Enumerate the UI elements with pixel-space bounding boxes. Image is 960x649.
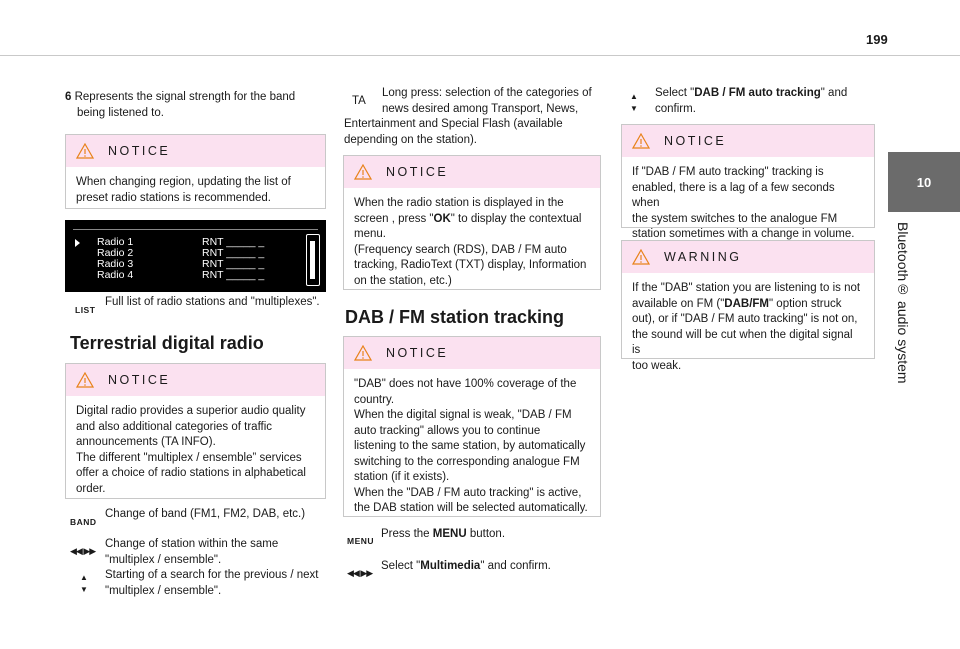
notice-line: station (if it exists). (354, 471, 450, 483)
warning-triangle-icon (76, 372, 94, 388)
notice-line: on the station, etc.) (354, 274, 452, 287)
ok-label: OK (433, 212, 451, 225)
heading-terrestrial: Terrestrial digital radio (70, 333, 264, 353)
seek-arrows-icon: ◀◀ ▶▶ (70, 546, 96, 556)
notice-dab-coverage (343, 336, 601, 517)
notice-line: switching to the corresponding analogue FM (354, 455, 580, 468)
notice-body (622, 157, 874, 251)
rnt-value: RNT _____ _ (202, 258, 265, 270)
warning-triangle-icon (632, 133, 650, 149)
rnt-value: RNT _____ _ (202, 247, 265, 259)
notice-body (344, 369, 600, 525)
notice-body (66, 167, 325, 214)
ta-line4: depending on the station). (344, 133, 477, 146)
arrows-description (105, 537, 330, 568)
chapter-tab[interactable] (888, 152, 960, 212)
down-arrow-icon: ▼ (630, 104, 638, 113)
notice-label: NOTICE (108, 144, 171, 158)
notice-line: When changing region, updating the list of (76, 176, 291, 188)
search-line2: "multiplex / ensemble". (105, 584, 222, 597)
notice-header (66, 135, 325, 167)
notice-label: NOTICE (386, 346, 449, 360)
warning-line: too weak. (632, 359, 682, 372)
warning-line: available on FM ("DAB/FM" option struck (632, 297, 842, 310)
play-icon (75, 239, 80, 247)
up-arrow-icon: ▲ (80, 573, 88, 582)
search-line1: Starting of a search for the previous / next (105, 569, 319, 581)
notice-line: tracking, RadioText (TXT) display, Information (354, 259, 587, 271)
notice-line: auto tracking" allows you to continue (354, 424, 541, 437)
notice-line: country. (354, 393, 395, 406)
warning-line: out), or if "DAB / FM auto tracking" is not on, (632, 313, 858, 325)
notice-region (65, 134, 326, 209)
seek-arrows-icon: ◀◀ ▶▶ (347, 568, 373, 578)
notice-line: When the "DAB / FM auto tracking" is active, (354, 486, 582, 499)
up-down-arrows-icon (629, 91, 639, 115)
notice-line: "DAB" does not have 100% coverage of the (354, 378, 577, 390)
multimedia-label: Multimedia (420, 560, 481, 572)
notice-digital-radio (65, 363, 326, 499)
tracking-label: DAB / FM auto tracking (694, 87, 821, 99)
warning-triangle-icon (632, 249, 650, 265)
notice-line: station sometimes with a change in volume. (632, 228, 855, 240)
radio-list-screen (65, 220, 326, 292)
item-6 (65, 90, 330, 121)
scroll-thumb (310, 241, 315, 279)
rnt-value: RNT _____ _ (202, 269, 265, 281)
notice-label: NOTICE (664, 134, 727, 148)
warning-line: the sound will be cut when the digital signal is (632, 328, 853, 356)
chapter-title (888, 222, 918, 402)
top-rule (0, 55, 960, 56)
list-icon: LIST (75, 305, 96, 315)
notice-line: If "DAB / FM auto tracking" tracking is (632, 166, 824, 178)
notice-line: (Frequency search (RDS), DAB / FM auto (354, 243, 567, 256)
warning-label: WARNING (664, 250, 742, 264)
station-name: Radio 4 (97, 269, 134, 281)
notice-line: enabled, there is a lag of a few seconds when (632, 181, 835, 209)
notice-line: offer a choice of radio stations in alphabetical (76, 467, 306, 479)
notice-line: the DAB station will be selected automatically. (354, 502, 588, 514)
warning-triangle-icon (354, 164, 372, 180)
item-6-number: 6 (65, 91, 72, 103)
select-line2: confirm. (655, 102, 696, 115)
notice-header (344, 337, 600, 369)
menu-icon: MENU (347, 536, 375, 546)
ta-icon: TA (352, 95, 366, 107)
notice-label: NOTICE (386, 165, 449, 179)
warning-header (622, 241, 874, 273)
notice-body (344, 188, 600, 297)
warning-triangle-icon (76, 143, 94, 159)
chapter-title-text: Bluetooth® audio system (895, 222, 911, 384)
menu-label: MENU (432, 528, 467, 540)
ta-description (344, 86, 602, 148)
notice-line: When the digital signal is weak, "DAB / FM (354, 409, 572, 421)
notice-line: and also additional categories of traffic (76, 420, 273, 433)
arrows-line2: "multiplex / ensemble". (105, 553, 222, 566)
ta-line1: Long press: selection of the categories of (382, 87, 592, 99)
page-number: 199 (866, 32, 888, 47)
notice-label: NOTICE (108, 373, 171, 387)
notice-line: listening to the same station, by automatically (354, 440, 586, 452)
notice-line: screen , press "OK" to display the contextual (354, 212, 582, 225)
chapter-number: 10 (916, 174, 932, 190)
notice-body (66, 396, 325, 505)
multimedia-instruction: Select "Multimedia" and confirm. (381, 560, 551, 572)
notice-line: the system switches to the analogue FM (632, 212, 838, 225)
item-6-line2: being listened to. (77, 106, 164, 119)
ta-line3: Entertainment and Special Flash (available (344, 118, 563, 130)
station-rnt (202, 237, 264, 281)
menu-instruction: Press the MENU button. (381, 528, 506, 540)
notice-line: When the radio station is displayed in the (354, 197, 564, 209)
down-arrow-icon: ▼ (80, 585, 88, 594)
warning-triangle-icon (354, 345, 372, 361)
dab-fm-label: DAB/FM (724, 297, 770, 310)
notice-line: announcements (TA INFO). (76, 436, 216, 448)
notice-line: preset radio stations is recommended. (76, 191, 271, 204)
list-description: Full list of radio stations and "multiplexes". (105, 296, 320, 308)
notice-header (344, 156, 600, 188)
heading-dab-fm: DAB / FM station tracking (345, 307, 565, 327)
notice-contextual-menu (343, 155, 601, 290)
screen-rule (73, 229, 318, 230)
arrows-line1: Change of station within the same (105, 538, 279, 550)
search-description (105, 568, 330, 599)
notice-header (66, 364, 325, 396)
up-down-arrows-icon (79, 572, 89, 596)
station-name: Radio 2 (97, 247, 134, 259)
station-names (97, 237, 133, 281)
warning-body (622, 273, 874, 382)
station-name: Radio 1 (97, 236, 134, 248)
warning-box (621, 240, 875, 372)
item-6-line1: Represents the signal strength for the band (74, 91, 296, 103)
band-icon: BAND (70, 517, 97, 527)
ta-line2: news desired among Transport, News, (382, 102, 579, 115)
scrollbar (306, 234, 320, 286)
notice-line: order. (76, 482, 106, 495)
station-name: Radio 3 (97, 258, 134, 270)
select-tracking-instruction: Select "DAB / FM auto tracking" and confirm. (655, 86, 875, 117)
rnt-value: RNT _____ _ (202, 236, 265, 248)
up-arrow-icon: ▲ (630, 92, 638, 101)
notice-line: Digital radio provides a superior audio quality (76, 405, 306, 417)
notice-header (622, 125, 874, 157)
warning-line: If the "DAB" station you are listening to is not (632, 282, 861, 294)
notice-line: The different "multiplex / ensemble” services (76, 451, 302, 464)
band-description: Change of band (FM1, FM2, DAB, etc.) (105, 508, 306, 520)
notice-line: menu. (354, 228, 386, 240)
notice-tracking-lag (621, 124, 875, 240)
